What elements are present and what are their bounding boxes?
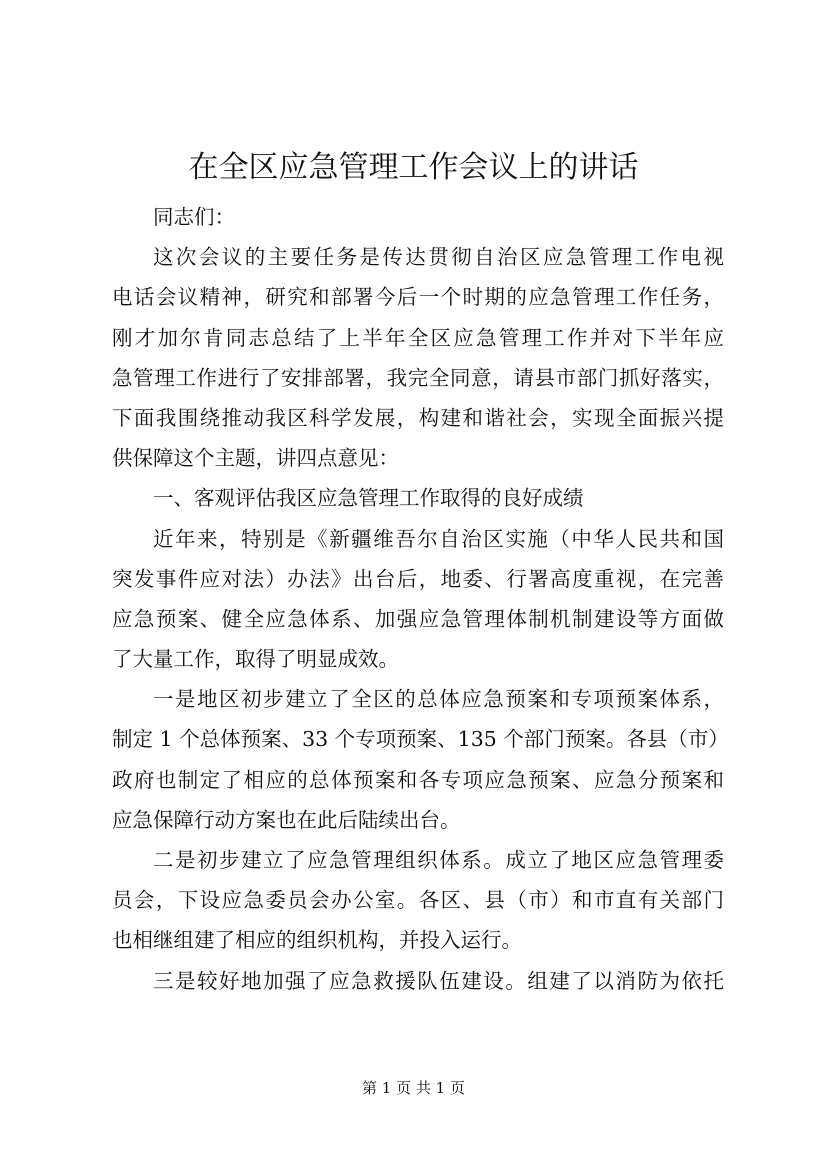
text-line: 下面我围绕推动我区科学发展，构建和谐社会，实现全面振兴提 [112,405,724,430]
text-line: 供保障这个主题，讲四点意见： [112,446,399,471]
page-footer: 第 1 页 共 1 页 [362,1079,465,1097]
text-line: 三是较好地加强了应急救援队伍建设。组建了以消防为依托 [153,968,724,993]
text-line: 应急保障行动方案也在此后陆续出台。 [112,807,461,832]
text-line: 一是地区初步建立了全区的总体应急预案和专项预案体系， [153,687,724,712]
text-line: 也相继组建了相应的组织机构，并投入运行。 [112,928,522,953]
text-line: 这次会议的主要任务是传达贯彻自治区应急管理工作电视 [153,245,724,270]
text-line: 近年来，特别是《新疆维吾尔自治区实施（中华人民共和国 [153,526,724,551]
text-line: 刚才加尔肯同志总结了上半年全区应急管理工作并对下半年应 [112,325,724,350]
text-line: 急管理工作进行了安排部署，我完全同意，请县市部门抓好落实， [112,365,724,390]
text-line: 同志们： [153,205,235,229]
text-line: 二是初步建立了应急管理组织体系。成立了地区应急管理委 [153,848,724,872]
text-line: 了大量工作，取得了明显成效。 [112,647,399,672]
text-line: 员会，下设应急委员会办公室。各区、县（市）和市直有关部门 [112,888,724,913]
text-line: 应急预案、健全应急体系、加强应急管理体制机制建设等方面做 [112,606,724,631]
document-title: 在全区应急管理工作会议上的讲话 [188,150,639,185]
text-line: 电话会议精神，研究和部署今后一个时期的应急管理工作任务， [112,285,724,310]
text-line: 制定 1 个总体预案、33 个专项预案、135 个部门预案。各县（市） [112,727,729,752]
text-line: 政府也制定了相应的总体预案和各专项应急预案、应急分预案和 [112,767,724,792]
text-line: 一、客观评估我区应急管理工作取得的良好成绩 [153,486,584,511]
document-body [112,197,729,1001]
text-line: 突发事件应对法）办法》出台后，地委、行署高度重视，在完善 [112,566,724,591]
